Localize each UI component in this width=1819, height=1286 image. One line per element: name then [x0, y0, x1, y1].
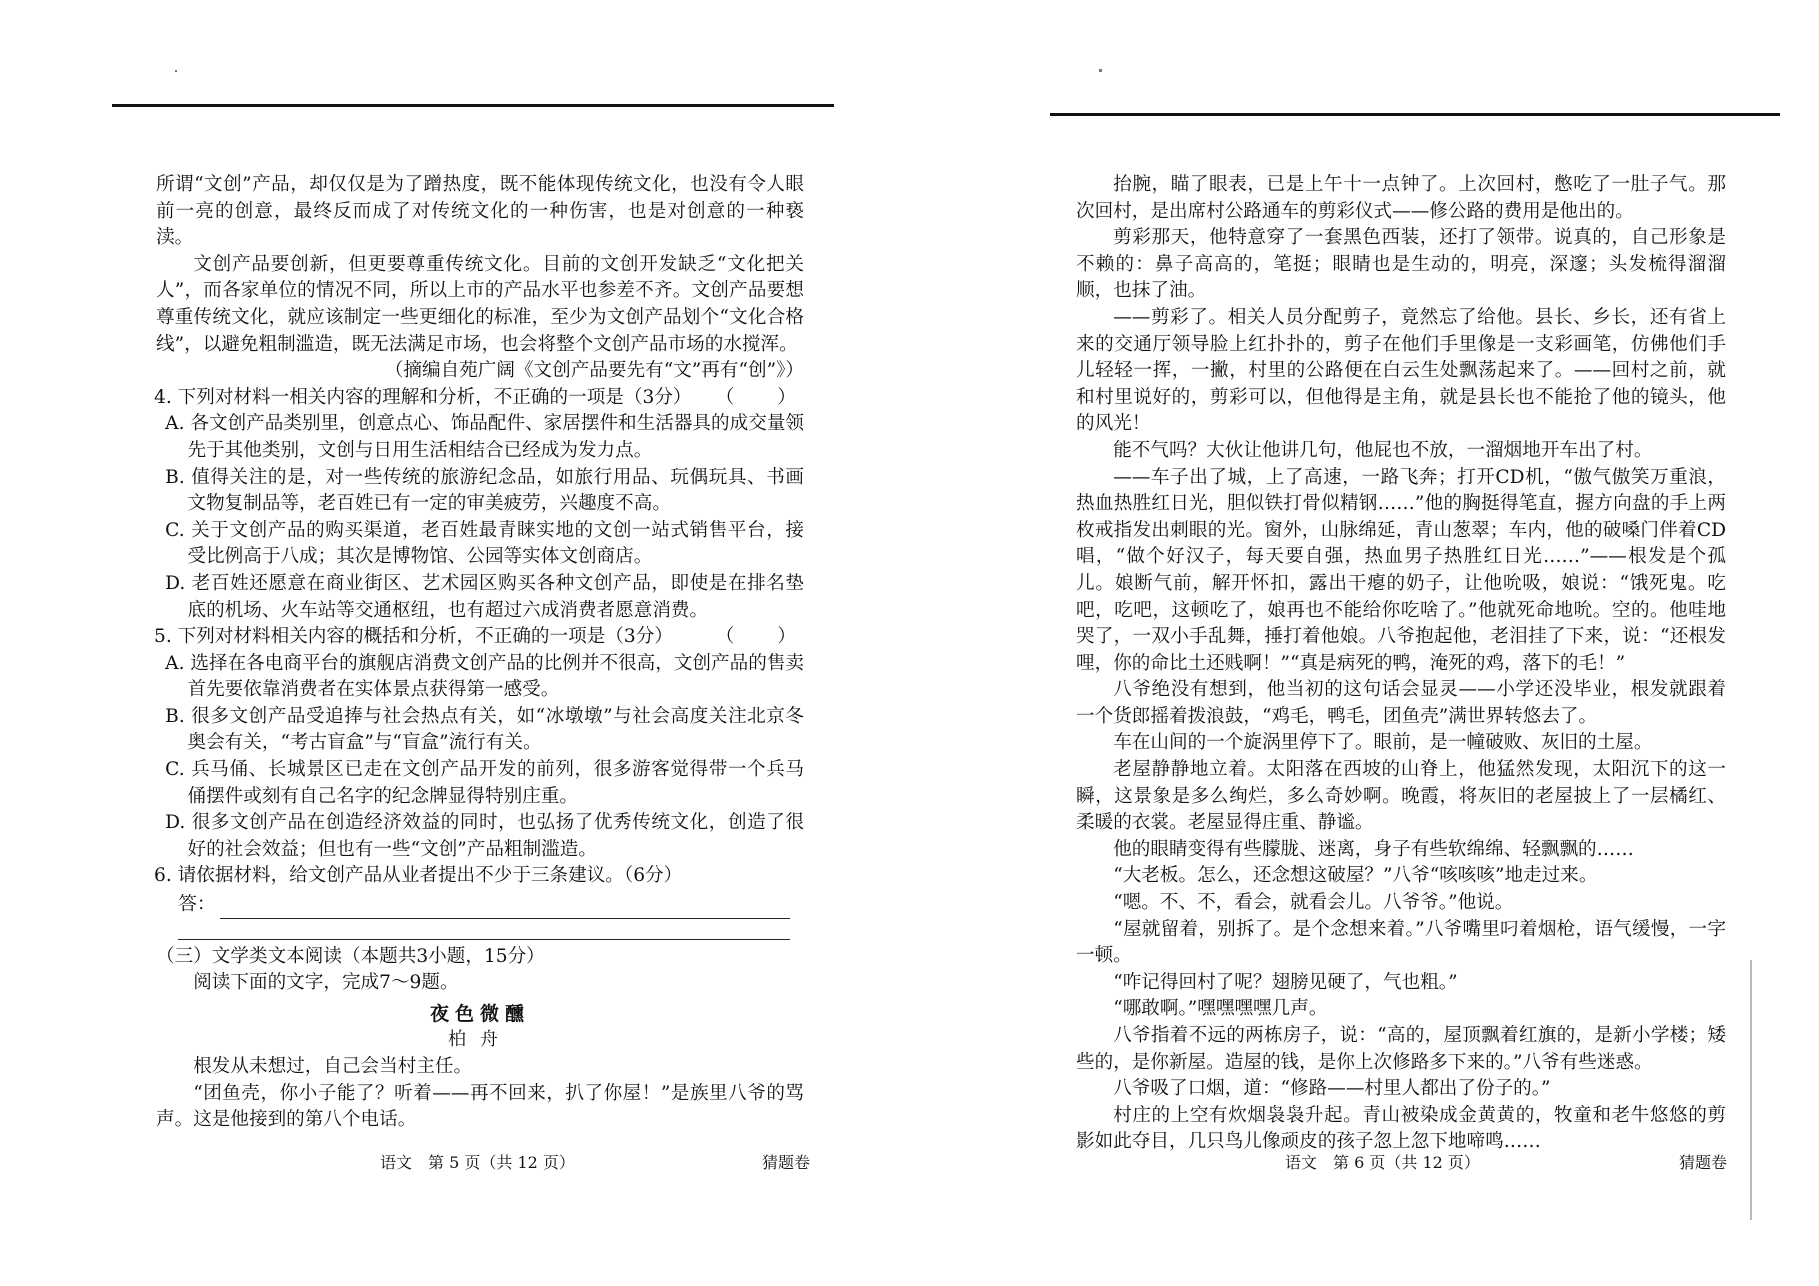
paragraph: 文创产品要创新，但更要尊重传统文化。目前的文创开发缺乏“文化把关人”，而各家单位的情况不同，所以上市的产品水平也参差不齐。文创产品要想尊重传统文化，就应该制定一些更细化的标准，至少为文创产品划个“文化合格线”，以避免粗制滥造，既无法满足市场，也会将整个文创产品市场的水搅浑。: [156, 253, 804, 355]
right-header-rule: [1050, 113, 1780, 116]
story-paragraph: ——车子出了城，上了高速，一路飞奔；打开CD机，“傲气傲笑万重浪，热血热胜红日光，胆似铁打骨似精钢……”他的胸挺得笔直，握方向盘的手上两枚戒指发出刺眼的光。窗外，山脉绵延，青山葱翠；车内，他的破嗓门伴着CD唱，“做个好汉子，每天要自强，热血男子热胜红日光……”——根发是个孤儿。娘断气前，解开怀扣，露出干瘪的奶子，让他吮吸，娘说：“饿死鬼。吃吧，吃吧，这顿吃了，娘再也不能给你吃啥了。”他就死命地吮。空的。他哇地哭了，一双小手乱舞，捶打着他娘。八爷抱起他，老泪挂了下来，说：“还根发哩，你的命比土还贱啊！”“真是病死的鸭，淹死的鸡，落下的毛！”: [1076, 466, 1726, 674]
option-a[interactable]: A. 选择在各电商平台的旗舰店消费文创产品的比例并不很高，文创产品的售卖首先要依靠消费者在实体景点获得第一感受。: [165, 652, 805, 701]
story-paragraph: “团鱼壳，你小子能了？听着——再不回来，扒了你屋！”是族里八爷的骂声。这是他接到的第八个电话。: [156, 1082, 804, 1131]
section-instruction: 阅读下面的文字，完成7～9题。: [193, 972, 459, 994]
story-paragraph: 根发从未想过，自己会当村主任。: [193, 1056, 473, 1077]
answer-bracket[interactable]: （ ）: [715, 386, 798, 408]
story-paragraph: 车在山间的一个旋涡里停下了。眼前，是一幢破败、灰旧的土屋。: [1113, 732, 1653, 754]
answer-line[interactable]: [178, 919, 790, 940]
story-paragraph: “大老板。怎么，还念想这破屋？”八爷“咳咳咳”地走过来。: [1113, 865, 1598, 887]
answer-area[interactable]: [156, 892, 804, 919]
story-paragraph: “咋记得回村了呢？翅膀见硬了，气也粗。”: [1113, 971, 1458, 993]
story-paragraph: 抬腕，瞄了眼表，已是上午十一点钟了。上次回村，憋吃了一肚子气。那次回村，是出席村公路通车的剪彩仪式——修公路的费用是他出的。: [1076, 174, 1726, 222]
answer-line[interactable]: [220, 898, 790, 919]
story-paragraph: 八爷吸了口烟，道：“修路——村里人都出了份子的。”: [1113, 1078, 1551, 1100]
question-4: [154, 385, 804, 624]
option-c[interactable]: C. 兵马俑、长城景区已走在文创产品开发的前列，很多游客觉得带一个兵马俑摆件或刻有自己名字的纪念牌显得特别庄重。: [165, 759, 804, 807]
paper-type: 猜题卷: [1678, 1153, 1727, 1172]
option-d[interactable]: D. 很多文创产品在创造经济效益的同时，也弘扬了优秀传统文化，创造了很好的社会效益；但也有一些“文创”产品粗制滥造。: [165, 812, 804, 860]
story-paragraph: 能不气吗？大伙让他讲几句，他屁也不放，一溜烟地开车出了村。: [1113, 439, 1653, 461]
story-paragraph: ——剪彩了。相关人员分配剪子，竟然忘了给他。县长、乡长，还有省上来的交通厅领导脸上红扑扑的，剪子在他们手里像是一支彩画笔，仿佛他们手儿轻轻一挥，一撇，村里的公路便在白云生处飘荡起来了。——回村之前，就和村里说好的，剪彩可以，但他得是主角，就是县长也不能抢了他的镜头，他的风光！: [1076, 306, 1726, 435]
option-b[interactable]: B. 值得关注的是，对一些传统的旅游纪念品，如旅行用品、玩偶玩具、书画文物复制品等，老百姓已有一定的审美疲劳，兴趣度不高。: [165, 466, 804, 515]
right-page: [1076, 172, 1726, 1156]
scan-mark: [1750, 960, 1752, 1220]
option-b[interactable]: B. 很多文创产品受追捧与社会热点有关，如“冰墩墩”与社会高度关注北京冬奥会有关，“考古盲盒”与“盲盒”流行有关。: [165, 705, 804, 754]
story-paragraph: “嗯。不、不，看会，就看会儿。八爷爷。”他说。: [1113, 892, 1514, 914]
paper-type: 猜题卷: [761, 1153, 810, 1172]
question-5: [154, 624, 804, 863]
left-header-rule: [112, 104, 834, 107]
story-author: 柏舟: [448, 1029, 512, 1051]
story-paragraph: 他的眼睛变得有些朦胧、迷离，身子有些软绵绵、轻飘飘的……: [1113, 838, 1634, 860]
story-paragraph: 村庄的上空有炊烟袅袅升起。青山被染成金黄黄的，牧童和老牛悠悠的剪影如此夺目，几只鸟儿像顽皮的孩子忽上忽下地啼鸣……: [1076, 1104, 1726, 1153]
page-number: 语文 第 5 页（共 12 页）: [380, 1153, 575, 1172]
option-d[interactable]: D. 老百姓还愿意在商业街区、艺术园区购买各种文创产品，即使是在排名垫底的机场、火车站等交通枢纽，也有超过六成消费者愿意消费。: [165, 572, 804, 621]
right-footer: [1285, 1150, 1727, 1173]
left-footer: [380, 1150, 810, 1173]
story-paragraph: 八爷指着不远的两栋房子，说：“高的，屋顶飘着红旗的，是新小学楼；矮些的，是你新屋。造屋的钱，是你上次修路多下来的。”八爷有些迷惑。: [1076, 1025, 1726, 1073]
story-paragraph: “哪敢啊。”嘿嘿嘿嘿几声。: [1113, 998, 1328, 1020]
source-citation: （摘编自苑广阔《文创产品要先有“文”再有“创”》）: [384, 360, 804, 382]
question-stem: 4. 下列对材料一相关内容的理解和分析，不正确的一项是（3分）: [154, 386, 692, 408]
answer-label: 答：: [178, 894, 216, 916]
scan-mark: [1099, 69, 1102, 72]
story-paragraph: 八爷绝没有想到，他当初的这句话会显灵——小学还没毕业，根发就跟着一个货郎摇着拨浪鼓，“鸡毛，鸭毛，团鱼壳”满世界转悠去了。: [1076, 679, 1726, 727]
story-paragraph: 剪彩那天，他特意穿了一套黑色西装，还打了领带。说真的，自己形象是不赖的：鼻子高高的，笔挺；眼睛也是生动的，明亮，深邃；头发梳得溜溜顺，也抹了油。: [1076, 227, 1726, 302]
left-page: [156, 172, 804, 1134]
option-a[interactable]: A. 各文创产品类别里，创意点心、饰品配件、家居摆件和生活器具的成交量领先于其他类别，文创与日用生活相结合已经成为发力点。: [165, 413, 805, 461]
question-6: 6. 请依据材料，给文创产品从业者提出不少于三条建议。（6分）: [154, 865, 683, 887]
page-number: 语文 第 6 页（共 12 页）: [1285, 1153, 1480, 1172]
section-title: （三）文学类文本阅读（本题共3小题，15分）: [156, 945, 545, 967]
story-paragraph: “屋就留着，别拆了。是个念想来着。”八爷嘴里叼着烟枪，语气缓慢，一字一顿。: [1076, 918, 1726, 967]
question-stem: 5. 下列对材料相关内容的概括和分析，不正确的一项是（3分）: [154, 626, 673, 648]
story-paragraph: 老屋静静地立着。太阳落在西坡的山脊上，他猛然发现，太阳沉下的这一瞬，这景象是多么绚烂，多么奇妙啊。晚霞，将灰旧的老屋披上了一层橘红、柔暖的衣裳。老屋显得庄重、静谧。: [1076, 759, 1726, 834]
paragraph: 所谓“文创”产品，却仅仅是为了蹭热度，既不能体现传统文化，也没有令人眼前一亮的创意，最终反而成了对传统文化的一种伤害，也是对创意的一种亵渎。: [156, 174, 804, 249]
answer-bracket[interactable]: （ ）: [715, 626, 798, 648]
option-c[interactable]: C. 关于文创产品的购买渠道，老百姓最青睐实地的文创一站式销售平台，接受比例高于八成；其次是博物馆、公园等实体文创商店。: [165, 519, 804, 568]
scan-mark: [175, 70, 177, 72]
story-title: 夜色微醺: [429, 1002, 530, 1025]
